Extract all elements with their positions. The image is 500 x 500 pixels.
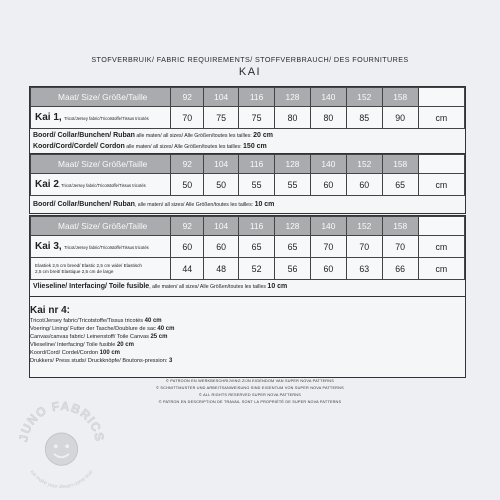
header-pattern-name: KAI (238, 66, 262, 78)
size-cell: 140 (310, 88, 346, 107)
value-cell: 60 (346, 174, 382, 196)
unit-cell: cm (418, 107, 464, 129)
svg-text:we make your dream come true (29, 469, 95, 490)
value-cell: 70 (346, 236, 382, 258)
size-cell: 128 (275, 217, 311, 236)
kai2-row (31, 174, 465, 196)
elastic-label-2: 2,5 cm breit/ Elastique 2,5 cm de large (35, 268, 114, 274)
list-item: Koord/Cord/ Cordel/Cordon 100 cm (30, 349, 121, 356)
size-cell: 104 (204, 217, 239, 236)
kai1-row (31, 107, 465, 129)
value-cell: 60 (171, 236, 204, 258)
value-cell: 60 (204, 236, 239, 258)
value-cell: 90 (382, 107, 418, 129)
kai2-fabric: , Tricot/Jersey fabric/Tricotstoffe/Tissus tricotés (58, 183, 146, 188)
elastic-label-1: Elastiek 2,5 cm breed/ Elastic 2,5 cm wide/ Elastisch (35, 262, 142, 268)
value-cell: 70 (382, 236, 418, 258)
value-cell: 66 (382, 258, 418, 280)
kai1-section (29, 86, 466, 154)
kai1-table (30, 87, 465, 129)
value-cell: 70 (171, 107, 204, 129)
kai1-name: Kai 1, (35, 112, 62, 123)
size-cell: 140 (310, 217, 346, 236)
value-cell: 55 (275, 174, 311, 196)
list-item: Voering/ Lining/ Futter der Tasche/Doublure de sac 40 cm (30, 325, 175, 332)
value-cell: 80 (310, 107, 346, 129)
kai3-fabric: Tricot/Jersey fabric/Tricotstoffe/Tissus tricotés (64, 245, 149, 250)
list-item: Vlieseline/ Interfacing/ Toile fusible 20 cm (30, 341, 134, 348)
kai3-vlies-note: Vlieseline/ Interfacing/ Toile fusible, alle maten/ all sizes/ Alle Größen/toutes les tailles 10 cm (33, 283, 288, 290)
logo-text: JUNO FABRICS (16, 398, 107, 443)
unit-cell: cm (418, 174, 464, 196)
value-cell: 44 (171, 258, 204, 280)
kai2-section (29, 153, 466, 214)
size-cell: 158 (382, 155, 418, 174)
value-cell: 56 (275, 258, 311, 280)
value-cell: 85 (346, 107, 382, 129)
size-cell: 158 (382, 88, 418, 107)
kai2-table (30, 154, 465, 196)
value-cell: 75 (239, 107, 275, 129)
value-cell: 60 (310, 258, 346, 280)
value-cell: 50 (204, 174, 239, 196)
value-cell: 50 (171, 174, 204, 196)
size-cell: 128 (275, 155, 311, 174)
size-header-label: Maat/ Size/ Größe/Taille (31, 217, 171, 236)
size-cell: 152 (346, 88, 382, 107)
size-cell: 152 (346, 155, 382, 174)
brand-logo-watermark (14, 395, 109, 490)
list-item: Canvas/canvas fabric/ Leinenstoff/ Toile Canvas 25 cm (30, 333, 168, 340)
size-cell: 92 (171, 217, 204, 236)
kai3-section (29, 215, 466, 298)
value-cell: 63 (346, 258, 382, 280)
value-cell: 70 (310, 236, 346, 258)
value-cell: 60 (310, 174, 346, 196)
copyright-line: © PATROON EN WERKBESCHRIJVING ZIJN EIGENDOM VAN SUPER NOVA PATTERNS (166, 379, 334, 383)
kai3-name: Kai 3, (35, 241, 62, 252)
size-header-row (31, 155, 465, 174)
size-cell: 116 (239, 217, 275, 236)
kai3-elastic-row (31, 258, 465, 280)
value-cell: 80 (275, 107, 311, 129)
kai1-koord-note: Koord/Cord/Cordel/ Cordon alle maten/ all sizes/ Alle Größen/toutes les tailles: 150 cm (33, 143, 267, 150)
size-header-label: Maat/ Size/ Größe/Taille (31, 88, 171, 107)
size-cell: 116 (239, 88, 275, 107)
size-cell: 128 (275, 88, 311, 107)
kai4-title: Kai nr 4: (30, 305, 71, 316)
size-header-row (31, 217, 465, 236)
unit-header (418, 217, 464, 236)
size-cell: 116 (239, 155, 275, 174)
header-title: STOFVERBRUIK/ FABRIC REQUIREMENTS/ STOFFVERBRAUCH/ DES FOURNITURES (91, 55, 409, 64)
size-cell: 152 (346, 217, 382, 236)
value-cell: 65 (275, 236, 311, 258)
value-cell: 65 (382, 174, 418, 196)
kai3-row (31, 236, 465, 258)
unit-cell: cm (418, 258, 464, 280)
value-cell: 65 (239, 236, 275, 258)
value-cell: 52 (239, 258, 275, 280)
value-cell: 75 (204, 107, 239, 129)
kai2-boord-note: Boord/ Collar/Bunchen/ Ruban, alle maten/ all sizes/ Alle Größen/toutes les tailles: 10 cm (33, 201, 275, 208)
unit-header (418, 88, 464, 107)
size-cell: 104 (204, 88, 239, 107)
list-item: Drukkers/ Press studs/ Druckknöpfe/ Boutons-pression: 3 (30, 357, 173, 364)
unit-header (418, 155, 464, 174)
size-cell: 92 (171, 155, 204, 174)
kai2-name: Kai 2 (35, 179, 59, 190)
copyright-line: © ALL RIGHTS RESERVED SUPER NOVA PATTERNS (199, 393, 301, 397)
kai4-list (30, 305, 174, 365)
kai1-fabric: Tricot/Jersey fabric/Tricotstoffe/Tissus tricotés (64, 116, 149, 121)
size-header-row (31, 88, 465, 107)
value-cell: 55 (239, 174, 275, 196)
list-item: Tricot/Jersey fabric/Tricotstoffe/Tissus tricotés 40 cm (30, 318, 162, 324)
copyright-line: © SCHNITTMUSTER UND ARBEITSANWEISUNG SIND EIGENTUM VON SUPER NOVA PATTERNS (156, 386, 344, 390)
kai3-table (30, 216, 465, 280)
size-header-label: Maat/ Size/ Größe/Taille (31, 155, 171, 174)
logo-tagline: we make your dream come true (28, 469, 95, 490)
size-cell: 158 (382, 217, 418, 236)
unit-cell: cm (418, 236, 464, 258)
copyright-line: © PATRON EN DESCRIPTION DE TRAVAIL SONT LA PROPRIÉTÉ DE SUPER NOVA PATTERNS (158, 400, 342, 404)
kai1-boord-note: Boord/ Collar/Bunchen/ Ruban alle maten/ all sizes/ Alle Größen/toutes les tailles: 20 cm (33, 132, 273, 139)
value-cell: 48 (204, 258, 239, 280)
size-cell: 104 (204, 155, 239, 174)
size-cell: 92 (171, 88, 204, 107)
size-cell: 140 (310, 155, 346, 174)
